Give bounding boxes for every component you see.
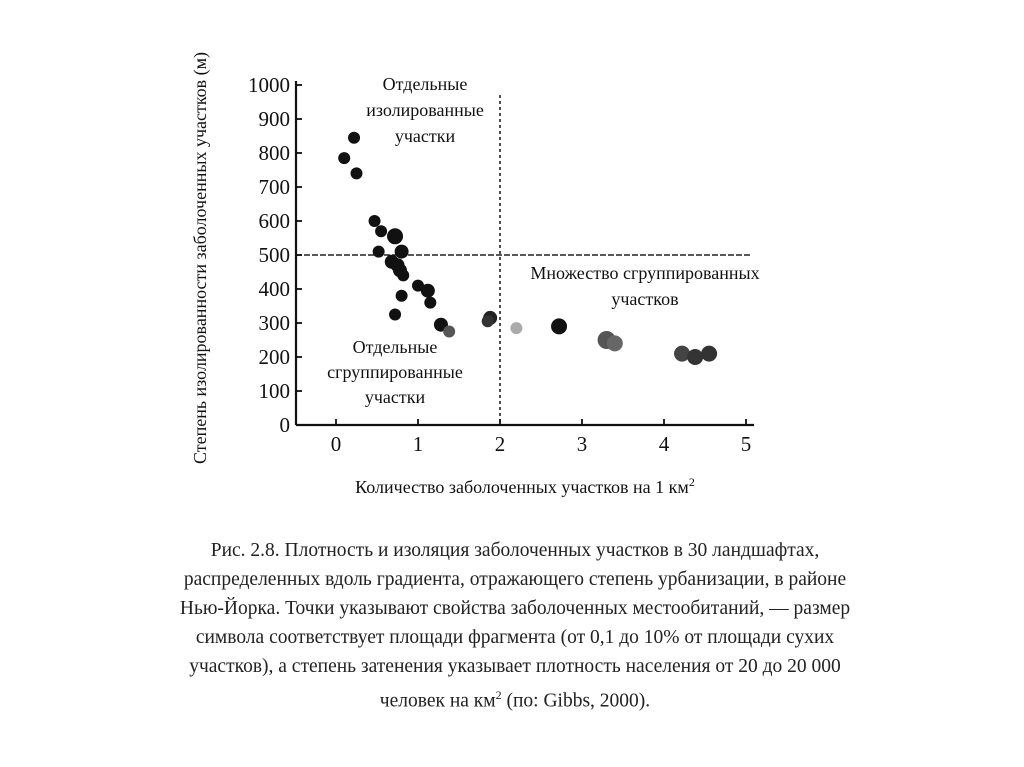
data-point xyxy=(395,245,409,259)
x-tick-label: 5 xyxy=(740,432,752,456)
x-tick-label: 2 xyxy=(494,432,506,456)
caption-line-2: распределенных вдоль градиента, отражающего степень урбанизации, в районе xyxy=(183,569,847,590)
caption-line-5: участков), а степень затенения указывает плотность населения от 20 до 20 000 xyxy=(189,656,841,677)
data-point xyxy=(373,246,385,258)
data-point xyxy=(387,228,403,244)
data-point xyxy=(351,167,363,179)
x-tick-label: 1 xyxy=(412,432,424,456)
caption-line-6-text: человек на км xyxy=(379,690,496,712)
caption-line-1: Рис. 2.8. Плотность и изоляция заболоченных участков в 30 ландшафтах, xyxy=(210,540,820,561)
annotation-line: участков xyxy=(611,289,679,309)
data-point xyxy=(421,284,435,298)
y-tick-label: 100 xyxy=(258,379,290,403)
figure-caption xyxy=(110,536,920,716)
annotation-line: участки xyxy=(394,126,456,146)
data-point xyxy=(375,225,387,237)
y-tick-label: 700 xyxy=(258,175,290,199)
data-point xyxy=(443,326,455,338)
y-tick-label: 800 xyxy=(258,141,290,165)
y-tick-label: 0 xyxy=(279,413,290,437)
data-point xyxy=(482,315,494,327)
caption-line-4: символа соответствует площади фрагмента (от 0,1 до 10% от площади сухих xyxy=(195,627,835,648)
y-tick-label: 400 xyxy=(258,277,290,301)
annotation-line: Множество сгруппированных xyxy=(530,263,760,283)
data-point xyxy=(389,309,401,321)
y-tick-label: 200 xyxy=(258,345,290,369)
data-point xyxy=(607,335,623,351)
data-point xyxy=(424,297,436,309)
x-tick-label: 4 xyxy=(658,432,670,456)
y-axis-label: Степень изолированности заболоченных участков (м) xyxy=(190,51,210,465)
x-tick-label: 3 xyxy=(576,432,588,456)
x-tick-label: 0 xyxy=(330,432,342,456)
data-point xyxy=(348,132,360,144)
data-point xyxy=(510,322,522,334)
caption-superscript: 2 xyxy=(495,688,502,702)
data-point xyxy=(369,215,381,227)
y-tick-label: 500 xyxy=(258,243,290,267)
annotation-line: Отдельные xyxy=(382,74,468,94)
data-points xyxy=(338,132,717,365)
annotation-line: Отдельные xyxy=(352,337,438,357)
bottom-left-label xyxy=(327,337,463,407)
y-tick-label: 600 xyxy=(258,209,290,233)
data-point xyxy=(397,269,409,281)
y-tick-label: 900 xyxy=(258,107,290,131)
right-label xyxy=(530,263,759,309)
caption-line-6 xyxy=(110,681,920,716)
data-point xyxy=(551,318,567,334)
data-point xyxy=(701,346,717,362)
y-tick-label: 1000 xyxy=(248,73,290,97)
annotation-line: сгруппированные xyxy=(327,362,463,382)
caption-line-6-tail: (по: Gibbs, 2000). xyxy=(501,690,651,712)
x-axis-label-superscript: 2 xyxy=(688,475,695,489)
data-point xyxy=(338,152,350,164)
x-axis-label: Количество заболоченных участков на 1 $км^2$ xyxy=(355,475,695,497)
annotation-line: участки xyxy=(364,387,426,407)
annotation-line: изолированные xyxy=(366,100,484,120)
caption-line-3: Нью-Йорка. Точки указывают свойства заболоченных местообитаний, — размер xyxy=(179,598,851,619)
y-tick-label: 300 xyxy=(258,311,290,335)
top-left-label xyxy=(366,74,484,146)
data-point xyxy=(396,290,408,302)
data-point xyxy=(687,349,703,365)
